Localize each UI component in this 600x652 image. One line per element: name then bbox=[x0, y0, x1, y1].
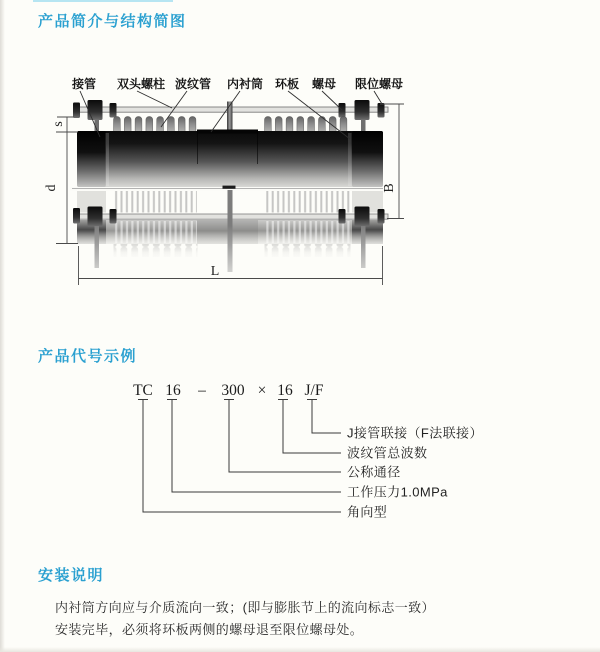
code-part-type: TC bbox=[133, 382, 153, 399]
end-cap-left bbox=[77, 131, 106, 187]
code-callout-lines bbox=[138, 400, 341, 513]
code-parts bbox=[133, 382, 324, 399]
code-part-connection: J/F bbox=[304, 382, 324, 399]
label-double-end-stud: 双头螺柱 bbox=[117, 77, 166, 91]
explanation-nominal-diameter: 公称通径 bbox=[347, 464, 401, 480]
label-limit-nut: 限位螺母 bbox=[355, 77, 404, 91]
install-note-line-2: 安装完毕，必须将环板两侧的螺母退至限位螺母处。 bbox=[55, 622, 364, 637]
label-bellows: 波纹管 bbox=[175, 77, 212, 91]
code-part-times: × bbox=[257, 382, 267, 399]
code-explanations bbox=[347, 426, 483, 520]
product-code-diagram bbox=[0, 370, 600, 535]
label-inner-liner: 内衬筒 bbox=[227, 77, 264, 91]
section-title-code-example: 产品代号示例 bbox=[38, 348, 138, 365]
inner-liner-collar bbox=[197, 130, 258, 188]
dim-B: B bbox=[382, 183, 397, 193]
expansion-joint-diagram bbox=[0, 0, 600, 310]
label-nut: 螺母 bbox=[312, 77, 337, 91]
leader-line bbox=[137, 91, 172, 108]
explanation-working-pressure: 工作压力1.0MPa bbox=[347, 484, 448, 500]
label-connecting-pipe: 接管 bbox=[72, 77, 97, 91]
end-cap-right bbox=[352, 131, 383, 187]
section-title-install: 安装说明 bbox=[38, 567, 105, 584]
explanation-wave-count: 波纹管总波数 bbox=[347, 445, 428, 461]
label-ring-plate: 环板 bbox=[275, 77, 300, 91]
joint-body bbox=[77, 130, 383, 188]
page-edge-bottom bbox=[0, 647, 600, 652]
explanation-connection: J接管联接（F法联接） bbox=[347, 425, 483, 441]
dim-L: L bbox=[210, 264, 220, 279]
code-part-dash: – bbox=[198, 382, 206, 399]
leader-line bbox=[374, 91, 382, 104]
code-part-waves: 16 bbox=[277, 382, 293, 399]
code-part-pressure: 16 bbox=[165, 382, 181, 399]
explanation-angular-type: 角向型 bbox=[347, 504, 388, 520]
dim-d: d bbox=[44, 184, 59, 192]
section-title-intro: 产品简介与结构简图 bbox=[38, 13, 187, 30]
dim-s: s bbox=[51, 121, 66, 127]
install-note-line-1: 内衬筒方向应与介质流向一致；(即与膨胀节上的流向标志一致） bbox=[55, 600, 435, 615]
code-part-diameter: 300 bbox=[221, 382, 245, 399]
